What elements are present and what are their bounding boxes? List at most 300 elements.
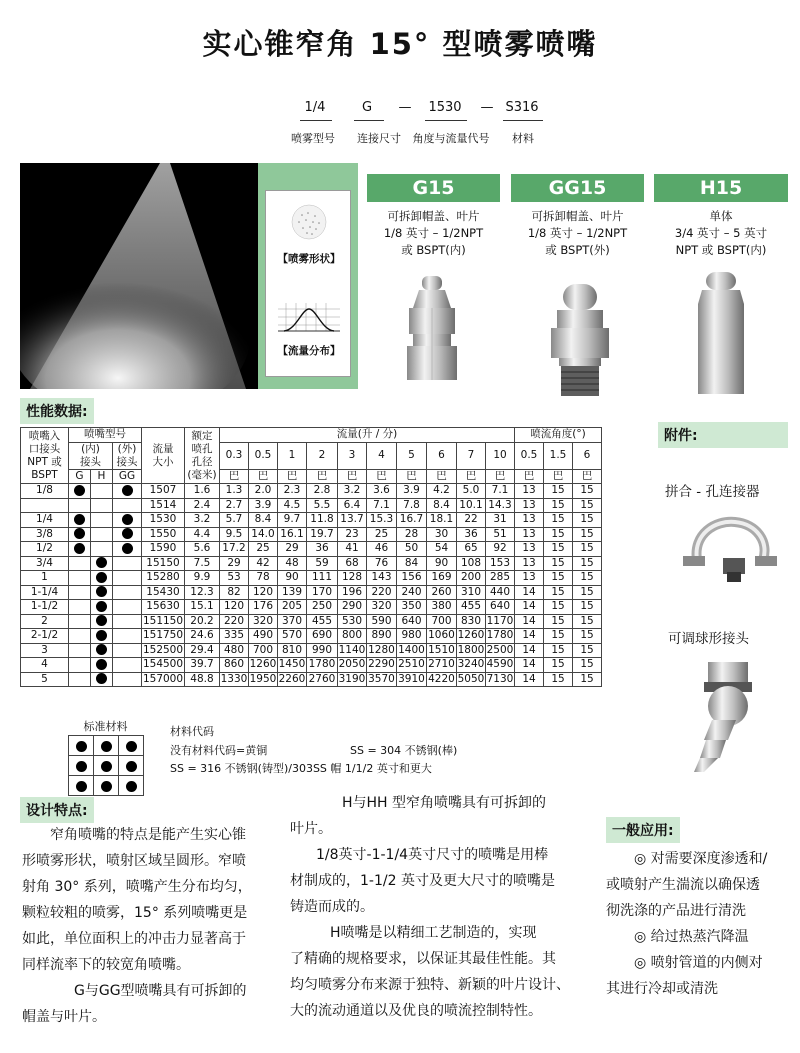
cell-angle: 15 bbox=[544, 556, 573, 571]
cell-flow: 1510 bbox=[428, 643, 455, 656]
cell-flow: 17.2 bbox=[220, 542, 249, 557]
cell-type-g bbox=[69, 498, 91, 513]
cell-orifice: 1.6 bbox=[185, 484, 220, 499]
cell-flow: 11.8 bbox=[307, 513, 338, 528]
th-inner-connector bbox=[69, 442, 113, 469]
cell-angle: 15 bbox=[573, 542, 602, 557]
cell-flow: 990 bbox=[307, 643, 338, 658]
cell-code: 1590 bbox=[142, 542, 185, 557]
cell-flow: 220 bbox=[220, 614, 249, 629]
table-row bbox=[21, 672, 602, 687]
cell-flow: 250 bbox=[307, 600, 338, 615]
cell-flow: 830 bbox=[457, 614, 486, 629]
cell-flow: 82 bbox=[220, 585, 249, 600]
dot-icon bbox=[96, 644, 107, 655]
cell-flow: 310 bbox=[457, 585, 486, 600]
cell-flow: 3.2 bbox=[338, 484, 367, 499]
th-g: G bbox=[69, 469, 91, 484]
text-line: 彻洗涤的产品进行清洗 bbox=[606, 903, 746, 919]
cell-flow: 860 bbox=[220, 658, 249, 673]
text-line: 叶片。 bbox=[290, 821, 332, 837]
th-text: 口接头 bbox=[28, 442, 61, 455]
th-gg: GG bbox=[113, 469, 142, 484]
dot-icon bbox=[76, 781, 87, 792]
cell-flow: 41 bbox=[338, 542, 367, 557]
cell-flow: 90 bbox=[427, 556, 457, 571]
text-line: 大的流动通道以及优良的喷流控制特性。 bbox=[290, 1003, 542, 1019]
cell-flow: 1780 bbox=[486, 629, 514, 642]
th-bar: 巴 bbox=[427, 469, 457, 484]
cell-flow: 2260 bbox=[278, 672, 306, 685]
dot-icon bbox=[122, 514, 133, 525]
cell-size: 5 bbox=[21, 672, 69, 687]
material-cell bbox=[69, 776, 94, 796]
cell-angle: 15 bbox=[544, 629, 573, 644]
cell-code: 15630 bbox=[142, 600, 185, 615]
table-row bbox=[21, 600, 602, 615]
cell-angle: 15 bbox=[573, 643, 602, 658]
cell-type-g bbox=[69, 658, 91, 673]
th-angle: 喷流角度(°) bbox=[515, 428, 602, 443]
cell-angle: 14 bbox=[515, 585, 544, 600]
cell-flow: 65 bbox=[457, 542, 486, 557]
th-text: NPT 或 bbox=[27, 455, 62, 468]
cell-flow: 800 bbox=[338, 629, 367, 644]
cell-flow: 4220 bbox=[428, 672, 455, 685]
cell-flow: 19.7 bbox=[307, 527, 338, 542]
dot-icon bbox=[122, 485, 133, 496]
cell-type-g bbox=[69, 542, 91, 557]
cell-size: 1-1/2 bbox=[21, 600, 69, 615]
cell-type-gg bbox=[113, 672, 142, 687]
th-pressure: 2 bbox=[307, 442, 338, 469]
cell-type-g bbox=[69, 527, 91, 542]
page-title: 实心锥窄角 15° 型喷雾喷嘴 bbox=[202, 27, 598, 61]
nozzle-h15-image bbox=[690, 268, 752, 400]
cell-code: 15280 bbox=[142, 571, 185, 586]
cell-flow: 170 bbox=[307, 585, 338, 600]
desc-line: 1/8 英寸 – 1/2NPT bbox=[527, 226, 628, 240]
cell-angle: 14 bbox=[515, 672, 544, 687]
spray-shape-label: 【喷雾形状】 bbox=[277, 253, 341, 265]
table-row bbox=[21, 643, 602, 658]
design-features-text bbox=[22, 822, 287, 1030]
cell-angle: 14 bbox=[515, 658, 544, 673]
table-row bbox=[21, 527, 602, 542]
dot-icon bbox=[96, 601, 107, 612]
th-pressure: 7 bbox=[457, 442, 486, 469]
cell-flow: 7130 bbox=[486, 672, 514, 685]
cell-flow: 1260 bbox=[457, 629, 485, 642]
text-line: 均匀喷雾分布来源于独特、新颖的叶片设计、 bbox=[290, 977, 570, 993]
cell-code: 157000 bbox=[142, 672, 184, 685]
cell-code: 15430 bbox=[142, 585, 185, 600]
th-pressure: 0.3 bbox=[220, 442, 249, 469]
nozzle-header-gg15: GG15 bbox=[511, 174, 644, 202]
cell-type-h bbox=[91, 643, 113, 658]
cell-type-h bbox=[91, 629, 113, 644]
cell-flow: 120 bbox=[249, 585, 278, 600]
th-model-type: 喷嘴型号 bbox=[69, 428, 142, 443]
th-flow-size bbox=[142, 428, 185, 484]
cell-flow: 2290 bbox=[368, 658, 395, 671]
cell-flow: 3240 bbox=[457, 658, 485, 671]
cell-angle: 13 bbox=[515, 484, 544, 499]
th-text: 接头 bbox=[80, 455, 101, 468]
cell-flow: 260 bbox=[427, 585, 457, 600]
cell-code: 15150 bbox=[142, 556, 185, 571]
dot-icon bbox=[96, 659, 107, 670]
cell-angle: 14 bbox=[515, 629, 544, 644]
split-connector-image bbox=[675, 512, 780, 587]
cell-flow: 530 bbox=[338, 614, 367, 629]
text-line: 材制成的，1-1/2 英寸及更大尺寸的喷嘴是 bbox=[290, 873, 555, 889]
cell-code: 1530 bbox=[142, 513, 185, 528]
cell-flow: 18.1 bbox=[427, 513, 457, 528]
cell-flow: 108 bbox=[457, 556, 486, 571]
cell-flow: 335 bbox=[220, 629, 249, 644]
cell-flow: 455 bbox=[457, 600, 486, 615]
h-nozzle-text bbox=[290, 790, 595, 1024]
code-underline bbox=[503, 120, 543, 121]
cell-flow: 455 bbox=[307, 614, 338, 629]
cell-size: 4 bbox=[21, 658, 69, 673]
cell-flow: 153 bbox=[486, 556, 515, 571]
cell-flow: 120 bbox=[220, 600, 249, 615]
cell-flow: 9.5 bbox=[220, 527, 249, 542]
cell-type-h bbox=[91, 527, 113, 542]
cell-type-h bbox=[91, 571, 113, 586]
accessory-tag: 附件: bbox=[658, 422, 788, 448]
cell-flow: 8.4 bbox=[249, 513, 278, 528]
text-line: G与GG型喷嘴具有可拆卸的 bbox=[74, 983, 247, 999]
table-row bbox=[21, 571, 602, 586]
dot-icon bbox=[126, 781, 137, 792]
cell-flow: 3910 bbox=[398, 672, 425, 685]
text-line: 1/8英寸-1-1/4英寸尺寸的喷嘴是用棒 bbox=[316, 847, 549, 863]
th-angle-pressure: 0.5 bbox=[515, 442, 544, 469]
material-code-line: SS = 304 不锈钢(棒) bbox=[350, 744, 458, 757]
cell-flow: 143 bbox=[367, 571, 397, 586]
cell-angle: 14 bbox=[515, 643, 544, 658]
th-bar: 巴 bbox=[367, 469, 397, 484]
cell-flow: 290 bbox=[338, 600, 367, 615]
cell-flow: 84 bbox=[397, 556, 427, 571]
cell-angle: 15 bbox=[573, 556, 602, 571]
cell-angle: 15 bbox=[544, 585, 573, 600]
desc-line: 3/4 英寸 – 5 英寸 bbox=[674, 226, 768, 240]
text-line: ◎ 喷射管道的内侧对 bbox=[634, 955, 763, 971]
th-bar: 巴 bbox=[220, 469, 249, 484]
cell-type-h bbox=[91, 614, 113, 629]
cell-flow: 1780 bbox=[307, 658, 338, 673]
cell-flow: 176 bbox=[249, 600, 278, 615]
cell-type-g bbox=[69, 513, 91, 528]
cell-flow: 111 bbox=[307, 571, 338, 586]
dot-icon bbox=[76, 761, 87, 772]
cell-angle: 15 bbox=[573, 629, 602, 644]
cell-flow: 480 bbox=[220, 643, 249, 658]
th-pressure: 0.5 bbox=[249, 442, 278, 469]
cell-flow: 1.3 bbox=[220, 484, 249, 499]
cell-angle: 14 bbox=[515, 600, 544, 615]
cell-flow: 350 bbox=[397, 600, 427, 615]
cell-flow: 490 bbox=[249, 629, 278, 644]
cell-flow: 7.1 bbox=[486, 484, 515, 499]
text-line: 铸造而成的。 bbox=[290, 899, 374, 915]
cell-type-g bbox=[69, 600, 91, 615]
cell-type-h bbox=[91, 658, 113, 673]
dot-icon bbox=[74, 485, 85, 496]
cell-flow: 78 bbox=[249, 571, 278, 586]
cell-flow: 240 bbox=[397, 585, 427, 600]
material-code-line: SS = 316 不锈钢(铸型)/303SS 帽 1/1/2 英寸和更大 bbox=[170, 762, 432, 775]
cell-flow: 5.0 bbox=[457, 484, 486, 499]
nozzle-desc-gg15 bbox=[511, 208, 644, 259]
cell-flow: 320 bbox=[367, 600, 397, 615]
material-cell bbox=[94, 736, 119, 756]
code-underline bbox=[425, 120, 467, 121]
cell-code: 1550 bbox=[142, 527, 185, 542]
cell-flow: 980 bbox=[397, 629, 427, 644]
th-bar: 巴 bbox=[486, 469, 515, 484]
th-text: 孔径 bbox=[191, 455, 213, 468]
cell-flow: 640 bbox=[397, 614, 427, 629]
cell-flow: 9.7 bbox=[278, 513, 307, 528]
cell-angle: 15 bbox=[544, 614, 573, 629]
cell-type-h bbox=[91, 513, 113, 528]
cell-size: 1/2 bbox=[21, 542, 69, 557]
cell-angle: 15 bbox=[573, 672, 602, 687]
cell-orifice: 24.6 bbox=[185, 629, 220, 644]
text-line: ◎ 对需要深度渗透和/ bbox=[634, 851, 768, 867]
th-flow: 流量(升 / 分) bbox=[220, 428, 515, 443]
cell-size: 2-1/2 bbox=[21, 629, 69, 644]
th-text: 额定 bbox=[191, 429, 213, 442]
code-angle-flow: 1530 bbox=[428, 100, 462, 115]
cell-flow: 1280 bbox=[368, 643, 395, 656]
th-angle-pressure: 1.5 bbox=[544, 442, 573, 469]
cell-flow: 14.0 bbox=[249, 527, 278, 542]
cell-size: 3 bbox=[21, 643, 69, 658]
cell-flow: 200 bbox=[457, 571, 486, 586]
desc-line: 可拆卸帽盖、叶片 bbox=[531, 209, 624, 223]
th-text: 接头 bbox=[116, 455, 138, 468]
nozzle-desc-g15 bbox=[367, 208, 500, 259]
cell-flow: 380 bbox=[427, 600, 457, 615]
cell-flow: 2.0 bbox=[249, 484, 278, 499]
code-label: 材料 bbox=[512, 132, 534, 145]
table-row bbox=[21, 658, 602, 673]
text-line: 形喷雾形状，喷射区域呈圆形。窄喷 bbox=[22, 853, 246, 869]
cell-orifice: 5.6 bbox=[185, 542, 220, 557]
cell-flow: 4.2 bbox=[427, 484, 457, 499]
th-text: (毫米) bbox=[187, 468, 217, 481]
cell-flow: 36 bbox=[457, 527, 486, 542]
cell-flow: 51 bbox=[486, 527, 515, 542]
cell-flow: 2760 bbox=[307, 672, 338, 687]
cell-flow: 2510 bbox=[398, 658, 425, 671]
cell-code: 154500 bbox=[142, 658, 184, 671]
cell-flow: 890 bbox=[367, 629, 397, 644]
material-grid bbox=[68, 735, 144, 796]
th-h: H bbox=[91, 469, 113, 484]
cell-flow: 3.6 bbox=[367, 484, 397, 499]
cell-flow: 46 bbox=[367, 542, 397, 557]
desc-line: 或 BSPT(外) bbox=[545, 243, 610, 257]
spray-pattern-icon bbox=[288, 203, 330, 241]
code-underline bbox=[300, 120, 332, 121]
material-code-line: 没有材料代码=黄铜 bbox=[170, 744, 268, 757]
dot-icon bbox=[126, 761, 137, 772]
cell-code: 1514 bbox=[142, 498, 185, 513]
th-bar: 巴 bbox=[515, 469, 544, 484]
table-row bbox=[21, 556, 602, 571]
cell-type-h bbox=[91, 585, 113, 600]
cell-angle: 15 bbox=[573, 600, 602, 615]
cell-flow: 5050 bbox=[457, 672, 485, 685]
cell-flow: 690 bbox=[307, 629, 338, 644]
material-cell bbox=[94, 776, 119, 796]
text-line: H与HH 型窄角喷嘴具有可拆卸的 bbox=[342, 795, 547, 811]
cell-code: 151750 bbox=[142, 629, 184, 642]
cell-flow: 30 bbox=[427, 527, 457, 542]
cell-flow: 6.4 bbox=[338, 498, 367, 513]
cell-type-g bbox=[69, 556, 91, 571]
nozzle-header-h15: H15 bbox=[654, 174, 788, 202]
cell-type-gg bbox=[113, 571, 142, 586]
cell-size: 3/4 bbox=[21, 556, 69, 571]
cell-type-g bbox=[69, 643, 91, 658]
cell-angle: 13 bbox=[515, 556, 544, 571]
cell-flow: 205 bbox=[278, 600, 307, 615]
cell-code: 1507 bbox=[142, 484, 185, 499]
cell-flow: 16.7 bbox=[397, 513, 427, 528]
cell-angle: 15 bbox=[573, 484, 602, 499]
flow-distribution-label: 【流量分布】 bbox=[277, 345, 341, 357]
cell-type-h bbox=[91, 672, 113, 687]
cell-type-g bbox=[69, 571, 91, 586]
code-size: 1/4 bbox=[304, 100, 326, 115]
cell-angle: 15 bbox=[573, 585, 602, 600]
cell-flow: 1450 bbox=[278, 658, 306, 671]
cell-type-g bbox=[69, 484, 91, 499]
accessory-item-ball-joint: 可调球形接头 bbox=[668, 631, 749, 647]
cell-angle: 15 bbox=[573, 527, 602, 542]
cell-size bbox=[21, 498, 69, 513]
th-angle-pressure: 6 bbox=[573, 442, 602, 469]
text-line: 窄角喷嘴的特点是能产生实心锥 bbox=[50, 827, 246, 843]
nozzle-gg15-image bbox=[543, 280, 618, 405]
cell-flow: 29 bbox=[220, 556, 249, 571]
cell-orifice: 20.2 bbox=[185, 614, 220, 629]
desc-line: 单体 bbox=[709, 209, 733, 223]
cell-flow: 14.3 bbox=[486, 498, 515, 513]
dot-icon bbox=[122, 528, 133, 539]
dot-icon bbox=[74, 543, 85, 554]
cell-type-gg bbox=[113, 614, 142, 629]
th-text: 大小 bbox=[152, 455, 174, 468]
cell-angle: 15 bbox=[544, 658, 573, 673]
th-bar: 巴 bbox=[278, 469, 307, 484]
accessory-item-connector: 拼合 - 孔连接器 bbox=[665, 484, 760, 500]
table-row bbox=[21, 498, 602, 513]
cell-flow: 1260 bbox=[249, 658, 277, 671]
dot-icon bbox=[101, 741, 112, 752]
cell-type-gg bbox=[113, 643, 142, 658]
desc-line: 或 BSPT(内) bbox=[401, 243, 466, 257]
cell-type-h bbox=[91, 556, 113, 571]
cell-angle: 15 bbox=[544, 484, 573, 499]
th-orifice bbox=[185, 428, 220, 484]
cell-flow: 23 bbox=[338, 527, 367, 542]
cell-orifice: 39.7 bbox=[185, 658, 220, 673]
cell-size: 3/8 bbox=[21, 527, 69, 542]
cell-angle: 15 bbox=[573, 571, 602, 586]
ball-joint-image bbox=[678, 660, 773, 775]
cell-flow: 1330 bbox=[220, 672, 248, 685]
table-row bbox=[21, 614, 602, 629]
cell-flow: 320 bbox=[249, 614, 278, 629]
cell-type-gg bbox=[113, 527, 142, 542]
dot-icon bbox=[74, 514, 85, 525]
th-inlet bbox=[21, 428, 69, 484]
cell-orifice: 12.3 bbox=[185, 585, 220, 600]
th-pressure: 6 bbox=[427, 442, 457, 469]
text-line: ◎ 给过热蒸汽降温 bbox=[634, 929, 749, 945]
cell-type-gg bbox=[113, 658, 142, 673]
th-text: 喷孔 bbox=[191, 442, 213, 455]
th-text: 喷嘴入 bbox=[28, 429, 61, 442]
cell-angle: 15 bbox=[573, 658, 602, 673]
cell-flow: 68 bbox=[338, 556, 367, 571]
dot-icon bbox=[96, 630, 107, 641]
cell-flow: 156 bbox=[397, 571, 427, 586]
material-code-title: 材料代码 bbox=[170, 725, 214, 738]
cell-flow: 16.1 bbox=[278, 527, 307, 542]
text-line: 颗粒较粗的喷雾，15° 系列喷嘴更是 bbox=[22, 905, 248, 921]
text-line: 其进行冷却或清洗 bbox=[606, 981, 718, 997]
spray-info-inner bbox=[265, 190, 351, 377]
dot-icon bbox=[74, 528, 85, 539]
cell-flow: 31 bbox=[486, 513, 515, 528]
bar-row bbox=[21, 469, 602, 484]
table-row bbox=[21, 513, 602, 528]
cell-type-gg bbox=[113, 556, 142, 571]
table-row bbox=[21, 585, 602, 600]
cell-flow: 570 bbox=[278, 629, 307, 644]
cell-angle: 15 bbox=[544, 498, 573, 513]
th-pressure: 10 bbox=[486, 442, 515, 469]
cell-flow: 8.4 bbox=[427, 498, 457, 513]
cell-size: 2 bbox=[21, 614, 69, 629]
cell-flow: 22 bbox=[457, 513, 486, 528]
nozzle-desc-h15 bbox=[654, 208, 788, 259]
cell-flow: 196 bbox=[338, 585, 367, 600]
cell-flow: 4590 bbox=[486, 658, 514, 671]
cell-flow: 2.7 bbox=[220, 498, 249, 513]
material-row bbox=[69, 776, 144, 796]
cell-flow: 810 bbox=[278, 643, 307, 658]
th-pressure: 4 bbox=[367, 442, 397, 469]
cell-flow: 1800 bbox=[457, 643, 485, 656]
cell-angle: 13 bbox=[515, 527, 544, 542]
cell-flow: 1170 bbox=[486, 614, 514, 627]
cell-type-gg bbox=[113, 498, 142, 513]
cell-flow: 128 bbox=[338, 571, 367, 586]
design-features-tag: 设计特点: bbox=[20, 797, 94, 823]
cell-orifice: 7.5 bbox=[185, 556, 220, 571]
